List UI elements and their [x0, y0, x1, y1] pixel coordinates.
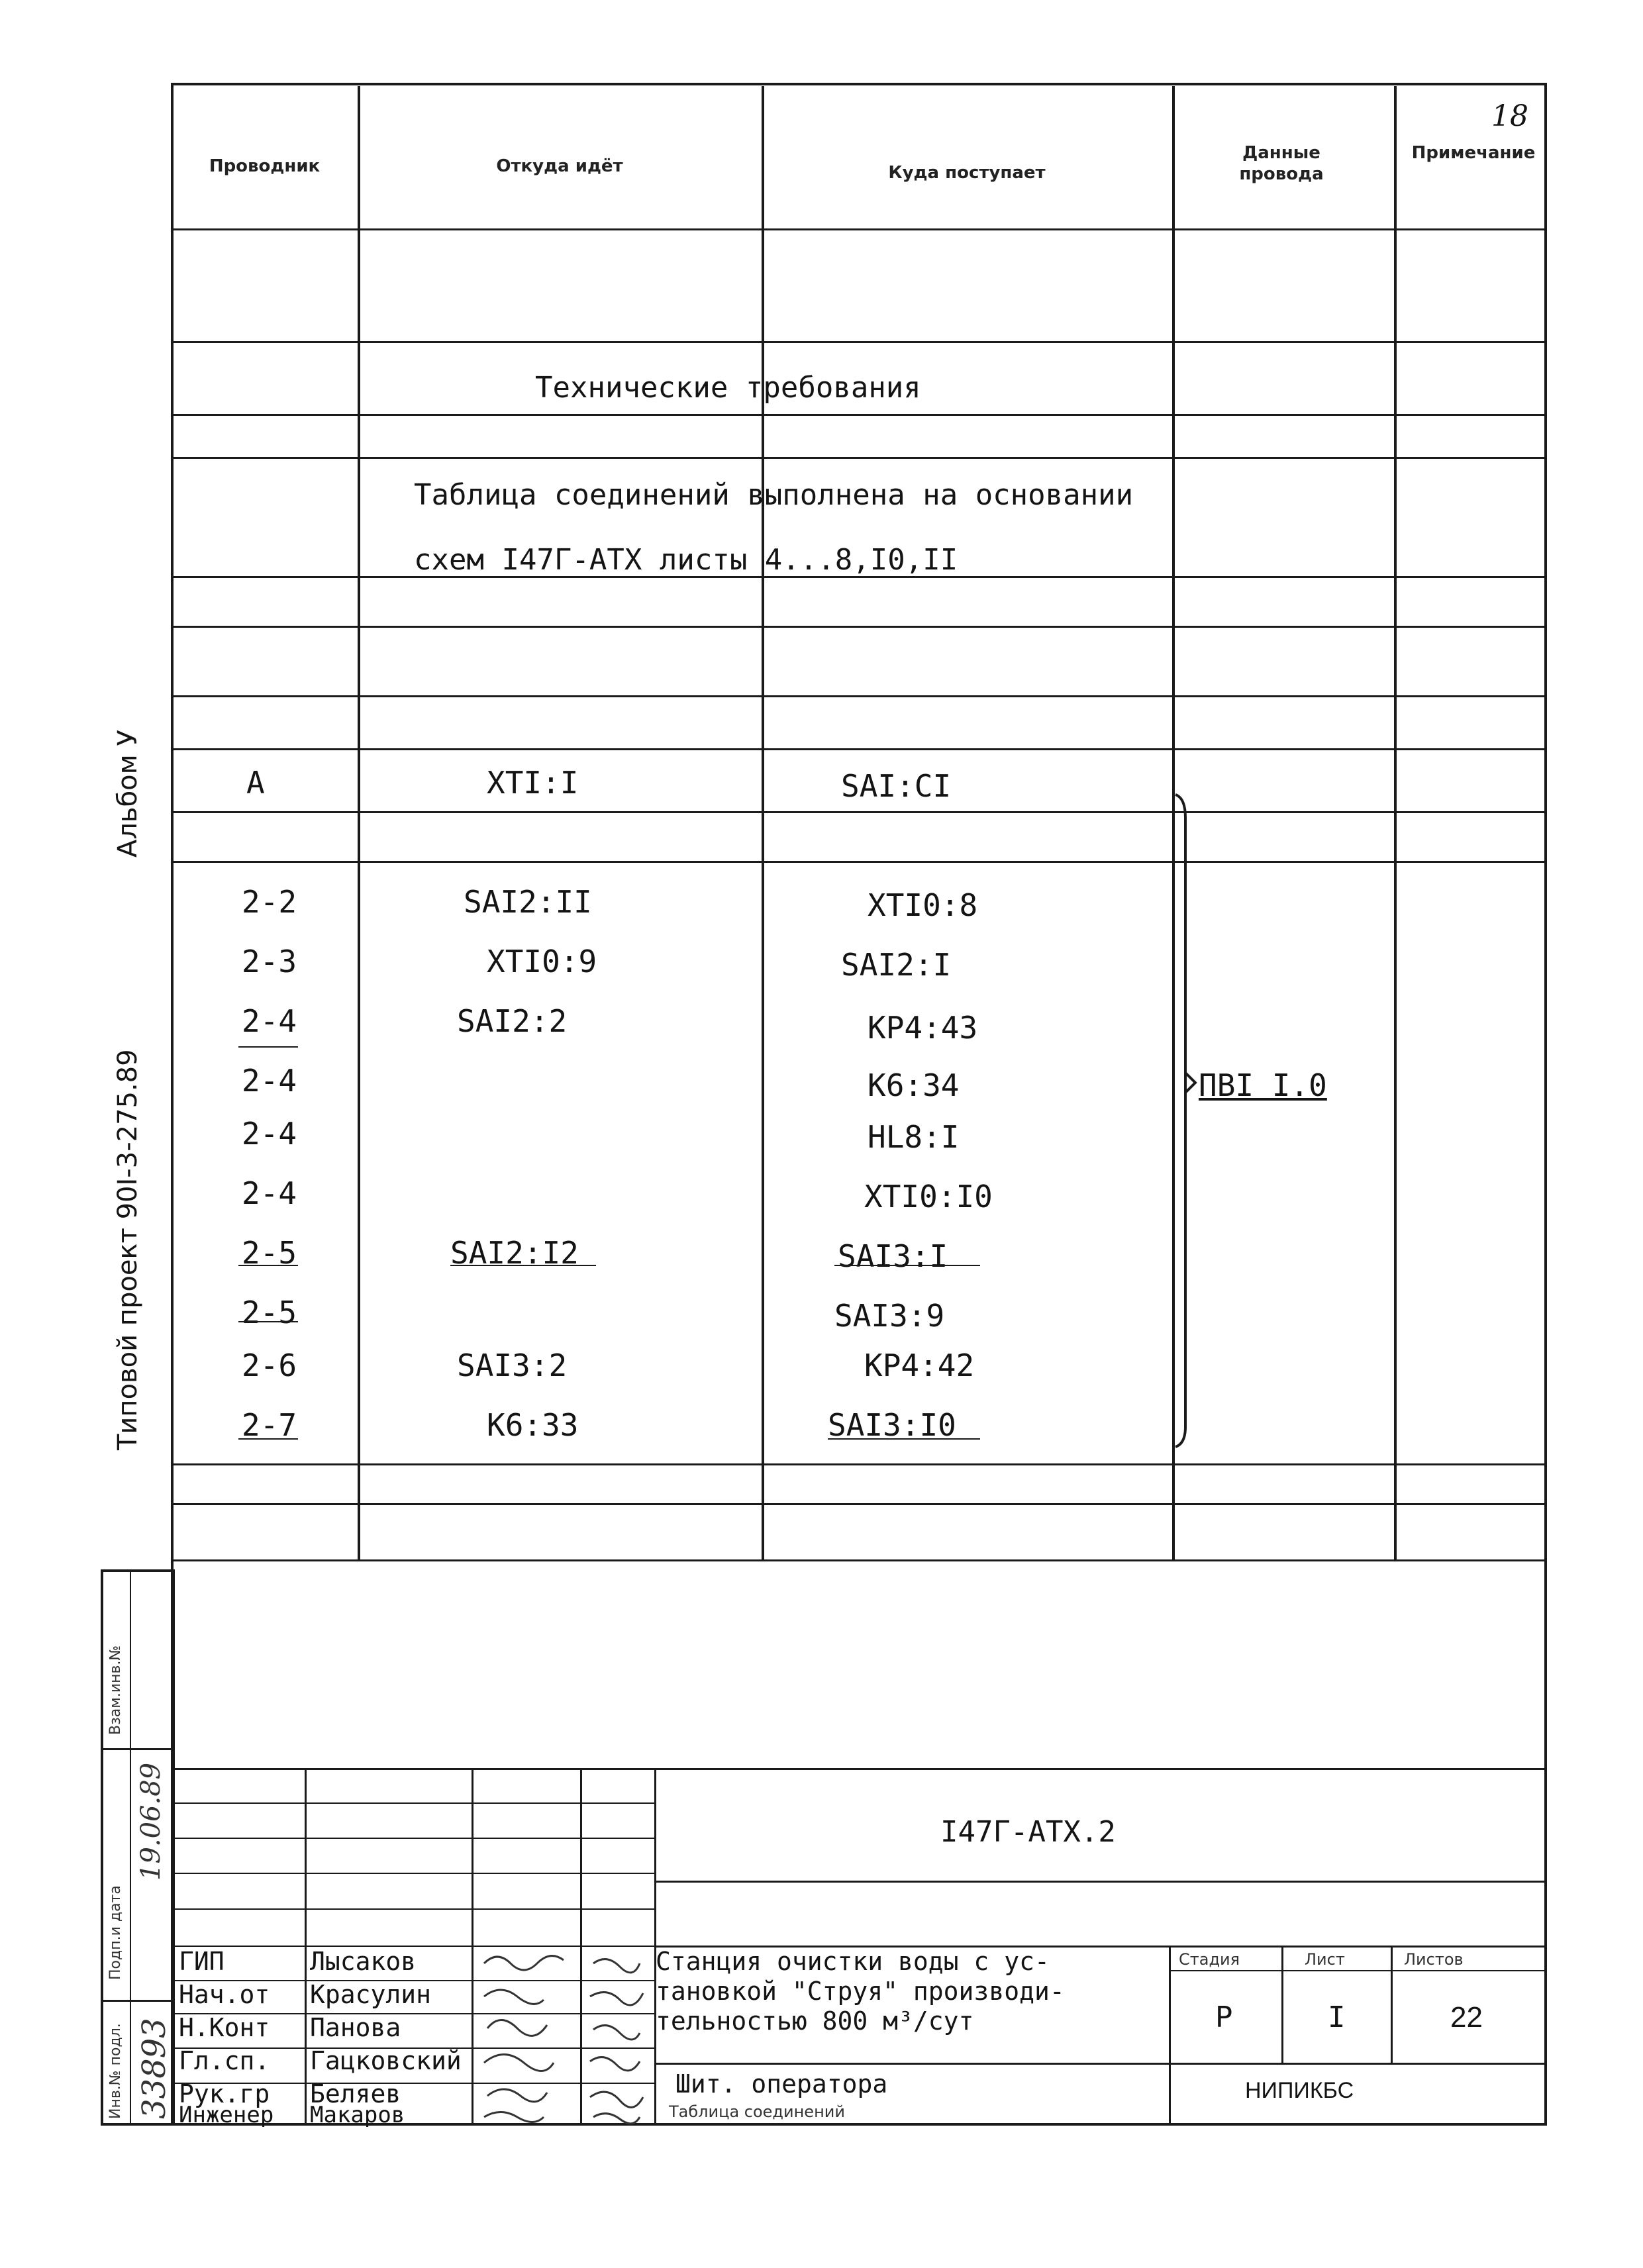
side-stamp-vline	[130, 1569, 131, 2126]
description-line3: тельностью 800 м³/сут	[656, 2006, 974, 2036]
titleblock-top	[174, 1768, 1544, 1770]
row-9-to: KP4:42	[864, 1348, 975, 1383]
staff-name-1: Красулин	[310, 1980, 432, 2009]
row-line	[174, 1503, 1544, 1505]
tb-v1	[305, 1768, 307, 2126]
staff-role-3: Гл.сп.	[179, 2046, 270, 2075]
row-0-to: SAI:CI	[841, 768, 952, 804]
row-4-conductor: 2-4	[242, 1063, 297, 1099]
tb-v2	[472, 1768, 473, 2126]
staff-role-2: Н.Конт	[179, 2013, 270, 2042]
row-line	[174, 414, 1544, 416]
row-1-from: SAI2:II	[464, 884, 592, 920]
table-bottom-line	[174, 1559, 1544, 1561]
wire-spec: ПВI I.0	[1199, 1067, 1327, 1103]
row-10-to: SAI3:I0	[828, 1407, 956, 1443]
sub-line2: Таблица соединений	[669, 2102, 845, 2121]
row-6-conductor: 2-4	[242, 1175, 297, 1211]
row-line	[174, 341, 1544, 343]
document-code: I47Г-АТХ.2	[940, 1815, 1116, 1849]
tb-row	[174, 1908, 654, 1910]
side-stamp-line	[101, 1748, 175, 1750]
row-10-from: K6:33	[487, 1407, 579, 1443]
row-7-conductor: 2-5	[242, 1235, 297, 1271]
signatures	[474, 1944, 654, 2126]
stage-value: Р	[1215, 2000, 1233, 2034]
row-10-conductor: 2-7	[242, 1407, 297, 1443]
underline	[828, 1438, 980, 1440]
requirements-line2: схем I47Г-АТХ листы 4...8,I0,II	[414, 543, 958, 577]
underline	[238, 1265, 298, 1266]
staff-role-1: Нач.от	[179, 1980, 270, 2009]
staff-role-5: Инженер	[179, 2102, 274, 2128]
row-2-conductor: 2-3	[242, 944, 297, 979]
sub-line1: Шит. оператора	[675, 2069, 888, 2098]
tb-stage-mid2	[1391, 1946, 1393, 2063]
row-line	[174, 1463, 1544, 1465]
header-conductor: Проводник	[209, 156, 321, 176]
row-line	[174, 861, 1544, 863]
col-divider-1	[358, 86, 360, 1559]
row-4-to: K6:34	[868, 1067, 960, 1103]
side-inv-replace: Взам.инв.№	[107, 1645, 124, 1735]
row-line	[174, 626, 1544, 628]
organization: НИПИКБС	[1245, 2078, 1354, 2103]
tb-row	[174, 1873, 654, 1874]
side-album-label: Альбом У	[113, 730, 143, 858]
side-inv-number: 33893	[136, 2018, 173, 2119]
side-project-label: Типовой проект 90I-3-275.89	[113, 1049, 143, 1450]
side-stamp-line	[101, 2000, 175, 2002]
tb-desc-bottom	[654, 2063, 1544, 2065]
row-line	[174, 457, 1544, 459]
header-from: Откуда идёт	[496, 156, 623, 176]
underline	[238, 1321, 298, 1322]
row-1-conductor: 2-2	[242, 884, 297, 920]
header-bottom-line	[174, 228, 1544, 230]
row-line	[174, 748, 1544, 750]
underline	[834, 1265, 980, 1266]
staff-name-4: Беляев	[310, 2079, 401, 2108]
underline	[450, 1265, 596, 1266]
header-note: Примечание	[1411, 143, 1536, 163]
tb-stage-header-line	[1169, 1970, 1544, 1971]
row-5-conductor: 2-4	[242, 1116, 297, 1152]
staff-role-0: ГИП	[179, 1947, 224, 1976]
row-2-to: SAI2:I	[841, 947, 952, 983]
row-3-to: KP4:43	[868, 1010, 978, 1046]
tb-code-bottom	[654, 1881, 1544, 1883]
staff-name-5: Макаров	[310, 2102, 405, 2128]
tb-row	[174, 1838, 654, 1839]
col-divider-2	[762, 86, 764, 1559]
row-0-conductor: А	[246, 765, 265, 801]
requirements-line1: Таблица соединений выполнена на основании	[414, 478, 1134, 512]
sheets-value: 22	[1450, 2001, 1483, 2034]
row-2-from: XTI0:9	[487, 944, 597, 979]
staff-role-4: Рук.гр	[179, 2079, 270, 2108]
sheet-label: Лист	[1305, 1950, 1345, 1969]
row-3-conductor: 2-4	[242, 1003, 297, 1039]
tb-stage-mid1	[1281, 1946, 1283, 2063]
col-divider-4	[1394, 86, 1397, 1559]
description-line1: Станция очистки воды с ус-	[656, 1947, 1050, 1976]
side-date-value: 19.06.89	[136, 1762, 166, 1881]
row-7-to: SAI3:I	[838, 1238, 948, 1274]
stage-label: Стадия	[1179, 1950, 1240, 1969]
requirements-title: Технические требования	[535, 371, 921, 405]
row-8-to: SAI3:9	[834, 1298, 945, 1334]
sheet-value: I	[1328, 2000, 1346, 2034]
underline	[238, 1046, 298, 1048]
header-to: Куда поступает	[888, 163, 1046, 183]
row-6-to: XTI0:I0	[864, 1179, 993, 1214]
row-1-to: XTI0:8	[868, 887, 978, 923]
row-5-to: HL8:I	[868, 1119, 960, 1155]
side-inv-orig: Инв.№ подл.	[107, 2023, 124, 2119]
row-7-from: SAI2:I2	[450, 1235, 579, 1271]
staff-name-2: Панова	[310, 2013, 401, 2042]
tb-stage-left	[1169, 1946, 1171, 2126]
staff-name-3: Гацковский	[310, 2046, 462, 2075]
row-0-from: XTI:I	[487, 765, 579, 801]
row-line	[174, 811, 1544, 813]
row-3-from: SAI2:2	[457, 1003, 568, 1039]
staff-name-0: Лысаков	[310, 1947, 417, 1976]
row-line	[174, 695, 1544, 697]
header-wire-data: Данные провода	[1239, 143, 1324, 184]
side-sign-date: Подп.и дата	[107, 1885, 124, 1980]
sheets-label: Листов	[1404, 1950, 1464, 1969]
row-8-conductor: 2-5	[242, 1295, 297, 1330]
sheet-mark: 18	[1491, 99, 1528, 133]
description-line2: тановкой "Струя" производи-	[656, 1977, 1065, 2006]
underline	[238, 1438, 298, 1440]
wire-bracket	[1156, 791, 1215, 1454]
row-9-conductor: 2-6	[242, 1348, 297, 1383]
tb-row	[174, 1802, 654, 1804]
row-9-from: SAI3:2	[457, 1348, 568, 1383]
